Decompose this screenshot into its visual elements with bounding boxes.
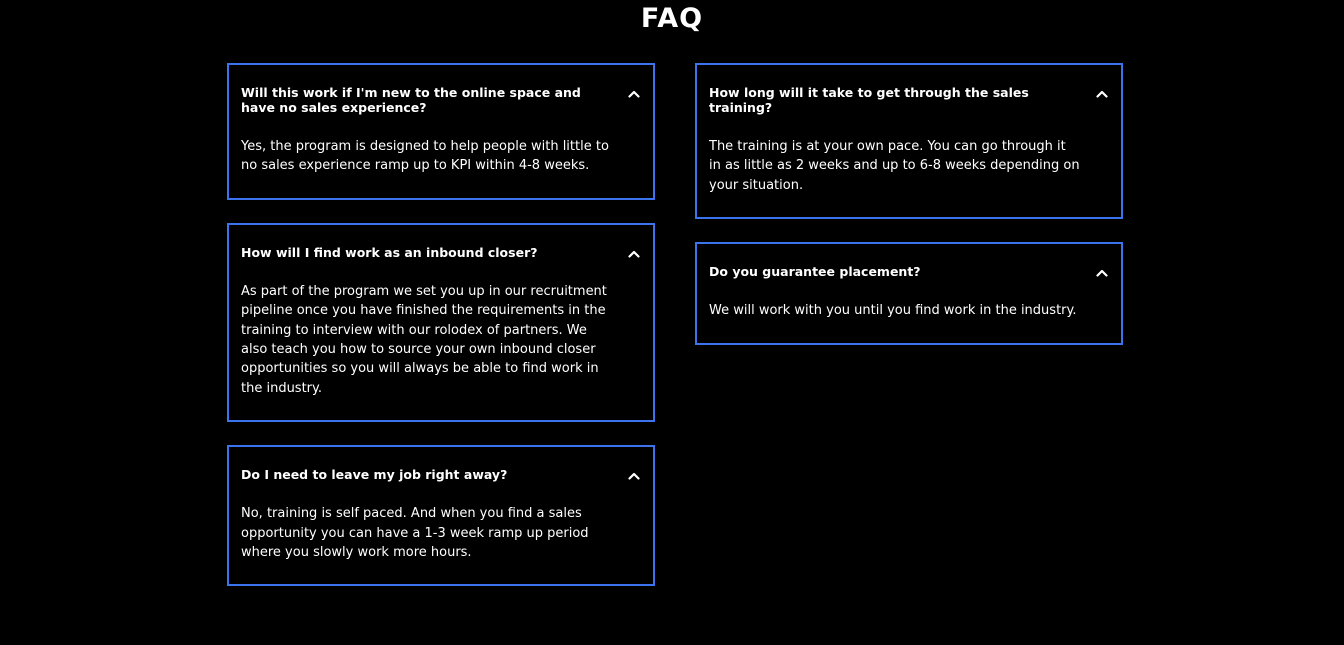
faq-answer: No, training is self paced. And when you find a sales opportunity you can have a 1-3 week ramp up period where you slowly work more hours. bbox=[241, 506, 589, 561]
faq-question[interactable]: Do I need to leave my job right away? bbox=[241, 467, 508, 483]
chevron-up-icon[interactable] bbox=[628, 89, 640, 99]
faq-item[interactable] bbox=[227, 445, 655, 586]
faq-item[interactable] bbox=[227, 63, 655, 200]
chevron-up-icon[interactable] bbox=[1096, 89, 1108, 99]
page-title: FAQ bbox=[640, 3, 704, 34]
faq-item[interactable] bbox=[695, 63, 1123, 219]
faq-question[interactable]: How will I find work as an inbound closer? bbox=[241, 244, 538, 260]
faq-answer: As part of the program we set you up in our recruitment pipeline once you have finished the requirements in the training to interview with our rolodex of partners. We also teach you how to source your own inbound closer opportunities so you will always be able to find work in the industry. bbox=[241, 283, 607, 396]
faq-column-right bbox=[695, 63, 1123, 368]
faq-column-left bbox=[227, 63, 655, 609]
faq-answer: We will work with you until you find work in the industry. bbox=[709, 303, 1077, 319]
chevron-up-icon[interactable] bbox=[1096, 268, 1108, 278]
faq-question[interactable]: Do you guarantee placement? bbox=[709, 264, 921, 280]
faq-question[interactable]: How long will it take to get through the sales training? bbox=[709, 85, 1029, 115]
chevron-up-icon[interactable] bbox=[628, 249, 640, 259]
faq-answer: The training is at your own pace. You can go through it in as little as 2 weeks and up to 6-8 weeks depending on your situation. bbox=[709, 139, 1080, 193]
faq-item[interactable] bbox=[695, 242, 1123, 344]
faq-answer: Yes, the program is designed to help people with little to no sales experience ramp up to KPI within 4-8 weeks. bbox=[241, 139, 609, 174]
faq-item[interactable] bbox=[227, 223, 655, 422]
chevron-up-icon[interactable] bbox=[628, 471, 640, 481]
faq-question[interactable]: Will this work if I'm new to the online space and have no sales experience? bbox=[241, 85, 581, 115]
